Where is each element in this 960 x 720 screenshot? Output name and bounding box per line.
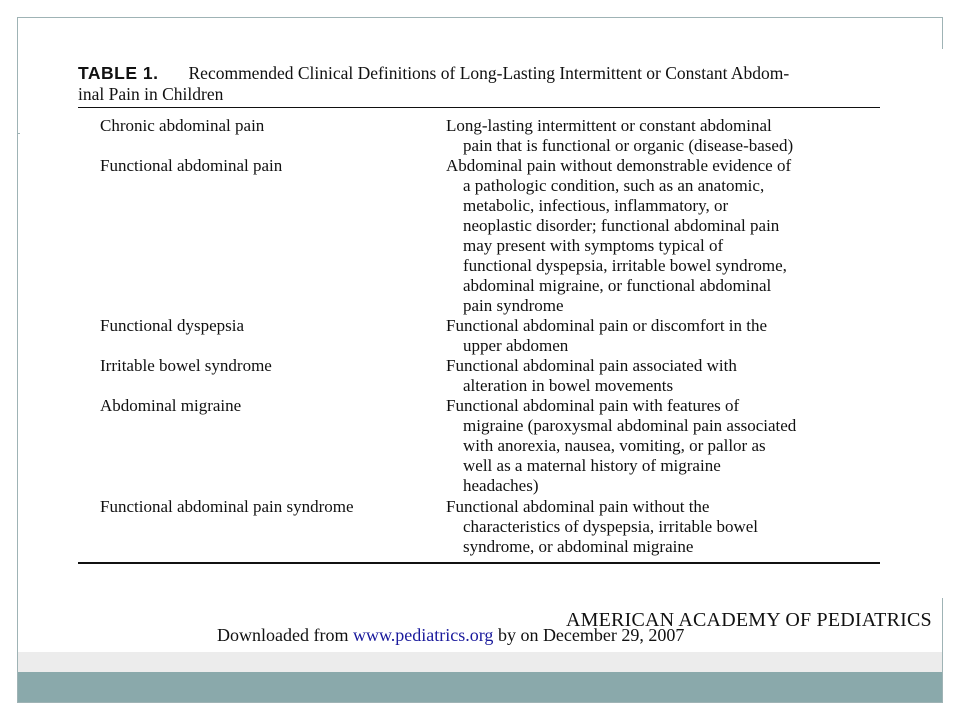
slide-frame-bottom	[17, 702, 943, 703]
definition-line: syndrome, or abdominal migraine	[463, 537, 694, 556]
row-definition	[446, 497, 876, 557]
table-title-line2: inal Pain in Children	[78, 84, 224, 104]
definition-line: characteristics of dyspepsia, irritable bowel	[463, 517, 759, 536]
slide-frame-right-upper	[942, 17, 943, 49]
row-term: Chronic abdominal pain	[100, 116, 265, 135]
definition-line: headaches)	[463, 476, 539, 495]
definition-line: abdominal migraine, or functional abdominal	[463, 276, 772, 295]
download-notice	[217, 625, 684, 646]
row-term: Functional dyspepsia	[100, 316, 245, 335]
table-label: TABLE 1.	[78, 63, 159, 83]
definition-line: migraine (paroxysmal abdominal pain associated	[463, 416, 797, 435]
definition-line: well as a maternal history of migraine	[463, 456, 721, 475]
row-term: Abdominal migraine	[100, 396, 242, 415]
definition-line: pain syndrome	[463, 296, 564, 315]
definition-line: Functional abdominal pain with features of	[446, 396, 740, 415]
row-definition	[446, 396, 876, 496]
definition-line: metabolic, infectious, inflammatory, or	[463, 196, 729, 215]
row-definition	[446, 356, 876, 396]
definition-line: Functional abdominal pain associated with	[446, 356, 737, 375]
slide-frame-right-lower	[942, 598, 943, 703]
definition-line: Long-lasting intermittent or constant abdominal	[446, 116, 772, 135]
table-caption	[78, 63, 883, 104]
definition-line: alteration in bowel movements	[463, 376, 674, 395]
definition-line: functional dyspepsia, irritable bowel syndrome,	[463, 256, 787, 275]
slide-frame-top	[17, 17, 943, 18]
slide-frame-left	[17, 17, 18, 703]
definition-line: a pathologic condition, such as an anatomic,	[463, 176, 765, 195]
table-bottom-rule	[78, 562, 880, 564]
definition-line: Abdominal pain without demonstrable evidence of	[446, 156, 792, 175]
row-definition	[446, 316, 876, 356]
footer-gray-strip	[18, 652, 942, 672]
row-definition	[446, 116, 876, 156]
row-term: Irritable bowel syndrome	[100, 356, 272, 375]
definition-line: may present with symptoms typical of	[463, 236, 724, 255]
definition-line: pain that is functional or organic (disease-based)	[463, 136, 794, 155]
footer-teal-band	[18, 672, 942, 702]
definition-line: Functional abdominal pain or discomfort in the	[446, 316, 768, 335]
table-title-line1: Recommended Clinical Definitions of Long-Lasting Intermittent or Constant Abdom-	[188, 63, 790, 83]
table-top-rule	[78, 107, 880, 108]
row-term: Functional abdominal pain syndrome	[100, 497, 354, 516]
definition-line: with anorexia, nausea, vomiting, or pallor as	[463, 436, 766, 455]
download-prefix: Downloaded from	[217, 625, 353, 645]
definition-line: upper abdomen	[463, 336, 569, 355]
row-definition	[446, 156, 876, 316]
pediatrics-link[interactable]: www.pediatrics.org	[352, 625, 494, 645]
definition-line: Functional abdominal pain without the	[446, 497, 710, 516]
definition-line: neoplastic disorder; functional abdominal pain	[463, 216, 780, 235]
frame-tick	[17, 133, 20, 134]
download-suffix: by on December 29, 2007	[493, 625, 685, 645]
publisher-name: AMERICAN ACADEMY OF PEDIATRICS	[566, 609, 932, 631]
row-term: Functional abdominal pain	[100, 156, 283, 175]
